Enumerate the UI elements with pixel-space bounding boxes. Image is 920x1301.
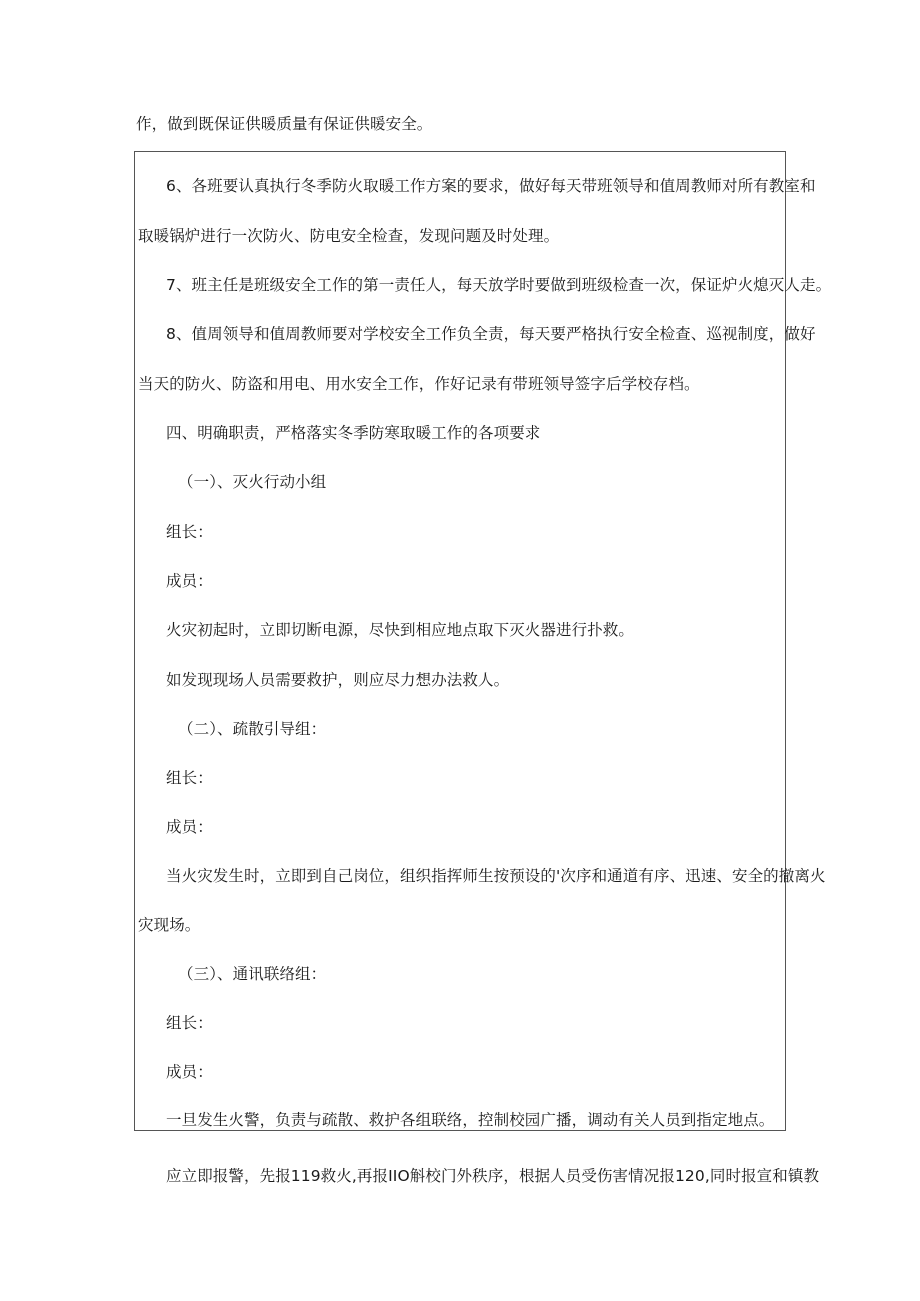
item-6-line-1: 6、各班要认真执行冬季防火取暖工作方案的要求，做好每天带班领导和值周教师对所有教室和 bbox=[166, 177, 816, 195]
item-7-line: 7、班主任是班级安全工作的第一责任人，每天放学时要做到班级检查一次，保证炉火熄灭人走。 bbox=[166, 276, 832, 294]
group-2-leader: 组长： bbox=[166, 769, 213, 787]
group-2-duty-line-1: 当火灾发生时，立即到自己岗位，组织指挥师生按预设的'次序和通道有序、迅速、安全的撤离火 bbox=[166, 867, 826, 885]
group-3-members: 成员： bbox=[166, 1063, 213, 1081]
group-2-heading: （二）、疏散引导组： bbox=[178, 720, 327, 738]
group-3-leader: 组长： bbox=[166, 1014, 213, 1032]
item-8-line-1: 8、值周领导和值周教师要对学校安全工作负全责，每天要严格执行安全检查、巡视制度，做好 bbox=[166, 325, 816, 343]
group-3-duty: 一旦发生火警，负责与疏散、救护各组联络，控制校园广播，调动有关人员到指定地点。 bbox=[166, 1111, 775, 1129]
group-1-duty-2: 如发现现场人员需要救护，则应尽力想办法救人。 bbox=[166, 671, 510, 689]
bordered-text-frame bbox=[134, 151, 786, 1131]
section-4-heading: 四、明确职责，严格落实冬季防寒取暖工作的各项要求 bbox=[166, 424, 541, 442]
top-paragraph-line: 作，做到既保证供暖质量有保证供暖安全。 bbox=[136, 115, 433, 133]
group-2-members: 成员： bbox=[166, 818, 213, 836]
group-3-heading: （三）、通讯联络组： bbox=[178, 965, 327, 983]
group-1-leader: 组长： bbox=[166, 523, 213, 541]
item-6-line-2: 取暖锅炉进行一次防火、防电安全检查，发现问题及时处理。 bbox=[138, 227, 560, 245]
group-1-duty-1: 火灾初起时，立即切断电源，尽快到相应地点取下灭火器进行扑救。 bbox=[166, 621, 635, 639]
item-8-line-2: 当天的防火、防盗和用电、用水安全工作，作好记录有带班领导签字后学校存档。 bbox=[138, 375, 700, 393]
group-1-heading: （一）、灭火行动小组 bbox=[178, 473, 327, 491]
group-2-duty-line-2: 灾现场。 bbox=[138, 916, 201, 934]
bottom-paragraph-line: 应立即报警，先报119救火,再报IIO斛校门外秩序，根据人员受伤害情况报120,同时报宣和镇教 bbox=[166, 1167, 820, 1185]
group-1-members: 成员： bbox=[166, 572, 213, 590]
